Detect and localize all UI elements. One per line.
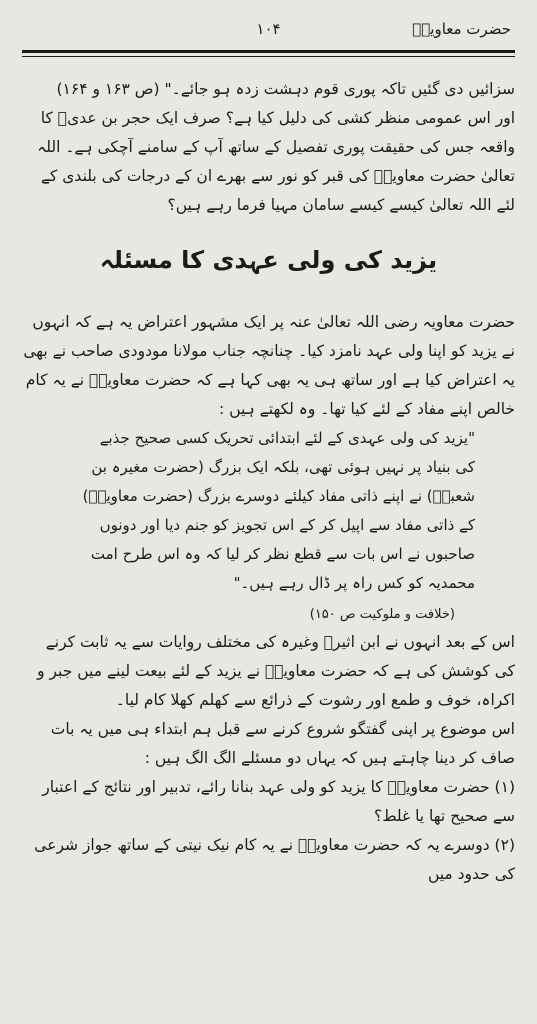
header-rule-thin (22, 56, 515, 57)
list-number: (۲) (494, 836, 515, 854)
header-rule-thick (22, 50, 515, 53)
running-title: حضرت معاویہؓ (412, 20, 511, 38)
quote-source: (خلافت و ملوکیت ص ۱۵۰) (309, 607, 455, 622)
block-quote: "یزید کی ولی عہدی کے لئے ابتدائی تحریک کسی صحیح جذبے کی بنیاد پر نہیں ہوئی تھی، بلکہ ایک بزرگ (حضرت مغیرہ بن شعبہؓ) نے اپنے ذاتی مفاد کیلئے دوسرے بزرگ (حضرت معاویہؓ) کے ذاتی مفاد سے اپیل کر کے اس تجویز کو جنم دیا اور دونوں صاحبوں نے اس بات سے قطع نظر کر لیا کہ وہ اس طرح امت محمدیہ کو کس راہ پر ڈال رہے ہیں۔" (82, 429, 475, 592)
list-text: حضرت معاویہؓ کا یزید کو ولی عہد بنانا رائے، تدبیر اور نتائج کے اعتبار سے صحیح تھا یا غلط؟ (42, 778, 515, 825)
list-item (22, 773, 515, 831)
intro-paragraph: اور اس عمومی منظر کشی کی دلیل کیا ہے؟ صرف ایک حجر بن عدیؓ کا واقعہ جس کی حقیقت پوری تفصیل کے ساتھ آپ کے سامنے آچکی ہے۔ اللہ تعالیٰ حضرت معاویہؓ کی قبر کو نور سے بھرے ان کے درجات کی بلندی کے لئے اللہ تعالیٰ کیسے کیسے سامان مہیا فرما رہے ہیں؟ (37, 109, 515, 214)
intro-line: سزائیں دی گئیں تاکہ پوری قوم دہشت زدہ ہو جائے۔" (ص ۱۶۳ و ۱۶۴) (56, 80, 515, 98)
list-number: (۱) (494, 778, 515, 796)
paragraph-two-issues: اس موضوع پر اپنی گفتگو شروع کرنے سے قبل ہم ابتداء ہی میں یہ بات صاف کر دینا چاہتے ہیں کہ یہاں دو مسئلے الگ الگ ہیں : (50, 720, 515, 767)
page-header (22, 14, 515, 44)
page-number: ۱۰۴ (256, 20, 281, 38)
paragraph-narrations: اس کے بعد انہوں نے ابن اثیرؒ وغیرہ کی مختلف روایات سے یہ ثابت کرنے کی کوشش کی ہے کہ حضرت معاویہؓ نے یزید کے لئے بیعت لینے میں جبر و اکراہ، خوف و طمع اور رشوت کے ذرائع سے کھلم کھلا کام لیا۔ (37, 633, 515, 709)
section-heading: یزید کی ولی عہدی کا مسئلہ (99, 246, 438, 274)
list-item (22, 831, 515, 889)
paragraph-objection: حضرت معاویہ رضی اللہ تعالیٰ عنہ پر ایک مشہور اعتراض یہ ہے کہ انہوں نے یزید کو اپنا ولی عہد نامزد کیا۔ چنانچہ جناب مولانا مودودی صاحب نے بھی یہ اعتراض کیا ہے اور ساتھ ہی یہ بھی کہا ہے کہ حضرت معاویہؓ نے یہ کام خالص اپنے مفاد کے لئے کیا تھا۔ وہ لکھتے ہیں : (23, 313, 515, 418)
list-text: دوسرے یہ کہ حضرت معاویہؓ نے یہ کام نیک نیتی کے ساتھ جواز شرعی کی حدود میں (34, 836, 515, 883)
